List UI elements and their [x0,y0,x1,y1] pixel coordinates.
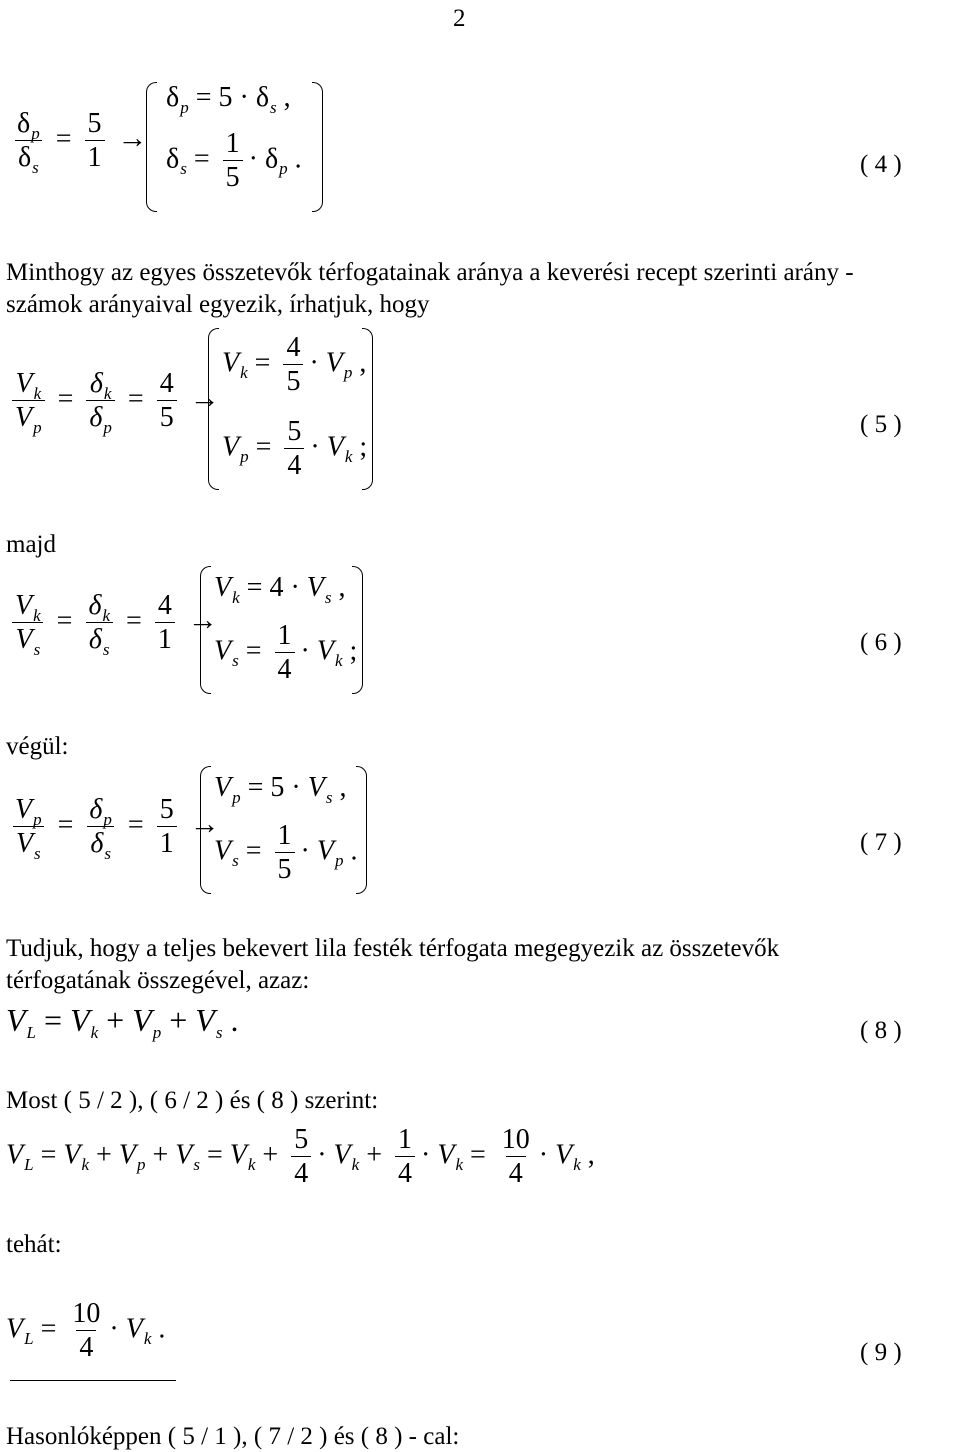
equation-6-line-1: $V_k = 4 \cdot V_s$ , [214,572,346,607]
left-brace [200,566,211,694]
paragraph-text: számok arányaival egyezik, írhatjuk, hogy [6,291,430,318]
paragraph-text: Minthogy az egyes összetevők térfogatainak aránya a keverési recept szerinti arány - [6,259,854,286]
right-brace [352,566,363,694]
equation-9: $V_L$ = $\frac{10}{4}$ · $V_k$ . [6,1298,166,1363]
left-brace [208,328,219,490]
equation-4-line-2: $\delta_s$ = $\frac{1}{5}$ · $\delta_p$ . [166,128,302,193]
equation-5-line-2: $V_p$ = $\frac{5}{4}$ · $V_k$ ; [222,416,368,481]
equation-4-ratio: $\frac{\delta_p}{\delta_s}$ = $\frac{5}{1}$ → [8,110,148,172]
left-brace [146,82,157,212]
equation-number-6: ( 6 ) [860,629,902,656]
equation-6-ratio: $\frac{V_k}{V_s}$ = $\frac{\delta_k}{\delta_s}$ = $\frac{4}{1}$ → [6,592,218,654]
equation-7-line-1: $V_p = 5 \cdot V_s$ , [214,772,347,807]
equation-sum: $V_L = V_k + V_p + V_s = V_k$ + $\frac{5}{4}$ · $V_k$ + $\frac{1}{4}$ · $V_k$ = $\frac{10}{4}$ · $V_k$ , [6,1124,595,1189]
paragraph-text: majd [6,531,56,558]
equation-5-line-1: $V_k$ = $\frac{4}{5}$ · $V_p$ , [222,332,367,397]
equation-8: $V_L = V_k + V_p + V_s$ . [6,1002,239,1042]
equation-number-8: ( 8 ) [860,1017,902,1044]
equation-6-line-2: $V_s$ = $\frac{1}{4}$ · $V_k$ ; [214,620,358,685]
equation-5-ratio: $\frac{V_k}{V_p}$ = $\frac{\delta_k}{\delta_p}$ = $\frac{4}{5}$ → [6,370,220,432]
left-brace [200,766,211,894]
equation-number-5: ( 5 ) [860,411,902,438]
equation-7-ratio: $\frac{V_p}{V_s}$ = $\frac{\delta_p}{\delta_s}$ = $\frac{5}{1}$ → [6,796,220,858]
page-number: 2 [453,5,466,32]
equation-number-7: ( 7 ) [860,829,902,856]
equation-7-line-2: $V_s$ = $\frac{1}{5}$ · $V_p$ . [214,820,358,885]
equation-4-line-1: $\delta_p = 5 \cdot \delta_s$ , [166,82,291,117]
result-underline [10,1380,176,1381]
paragraph-text: térfogatának összegével, azaz: [6,967,310,994]
right-brace [356,766,367,894]
paragraph-text: Tudjuk, hogy a teljes bekevert lila festék térfogata megegyezik az összetevők [6,935,780,962]
paragraph-text: tehát: [6,1231,62,1258]
paragraph-text: Hasonlóképpen ( 5 / 1 ), ( 7 / 2 ) és ( 8 ) - cal: [6,1423,460,1450]
equation-number-9: ( 9 ) [860,1339,902,1366]
right-brace [362,328,373,490]
paragraph-text: Most ( 5 / 2 ), ( 6 / 2 ) és ( 8 ) szerint: [6,1087,379,1114]
paragraph-text: végül: [6,733,69,760]
equation-number-4: ( 4 ) [860,151,902,178]
right-brace [312,82,323,212]
